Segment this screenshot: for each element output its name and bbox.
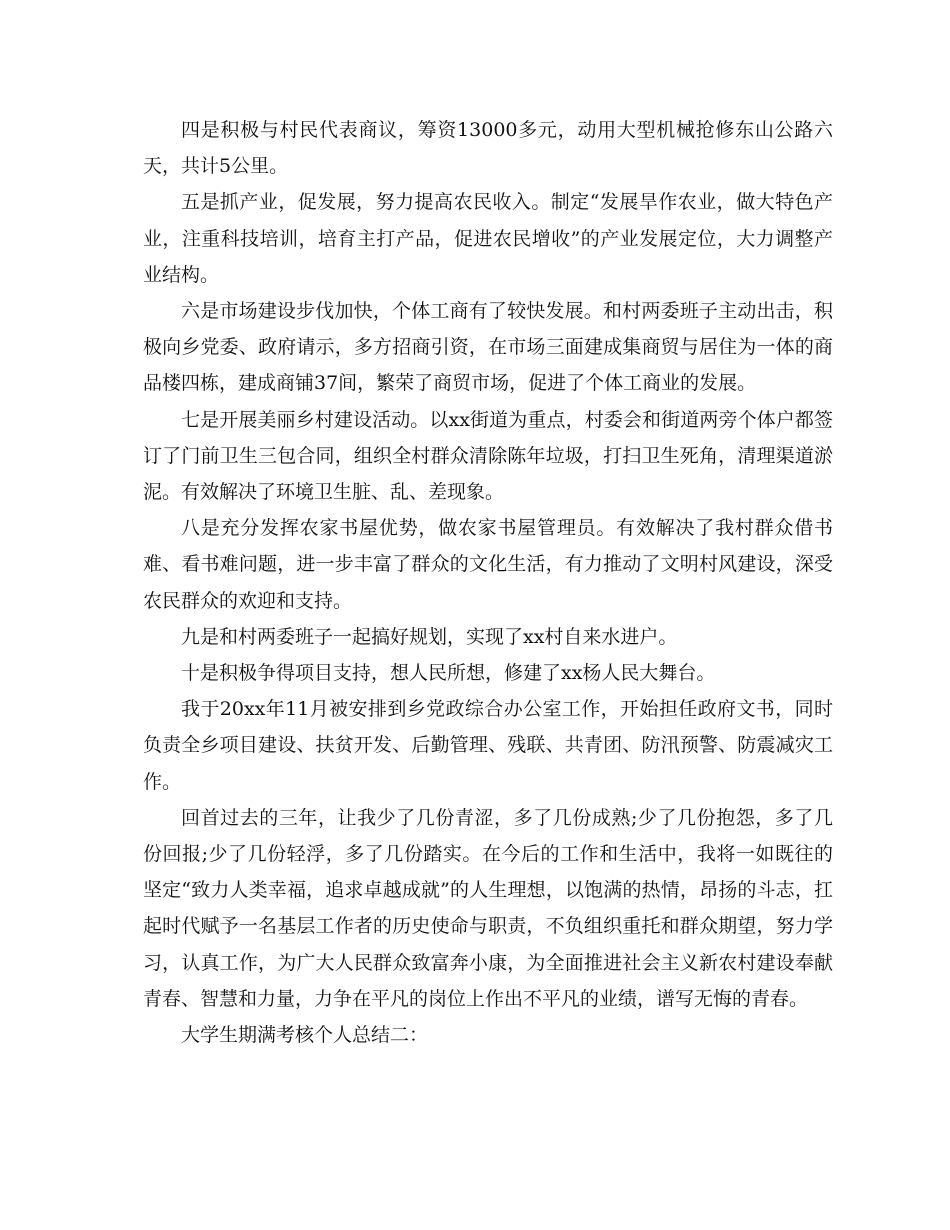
paragraph-office-assignment: 我于20xx年11月被安排到乡党政综合办公室工作，开始担任政府文书，同时负责全乡项目建设、扶贫开发、后勤管理、残联、共青团、防汛预警、防震减灾工作。 (143, 698, 833, 793)
paragraph-farm-bookhouse: 八是充分发挥农家书屋优势，做农家书屋管理员。有效解决了我村群众借书难、看书难问题，进一步丰富了群众的文化生活，有力推动了文明村风建设，深受农民群众的欢迎和支持。 (143, 517, 833, 612)
paragraph-market-construction: 六是市场建设步伐加快，个体工商有了较快发展。和村两委班子主动出击，积极向乡党委、政府请示，多方招商引资，在市场三面建成集商贸与居住为一体的商品楼四栋，建成商铺37间，繁荣了商贸市场，促进了个体工商业的发展。 (143, 300, 833, 395)
paragraph-reflection: 回首过去的三年，让我少了几份青涩，多了几份成熟;少了几份抱怨，多了几份回报;少了几份轻浮，多了几份踏实。在今后的工作和生活中，我将一如既往的坚定“致力人类幸福，追求卓越成就”的人生理想，以饱满的热情，昂扬的斗志，扛起时代赋予一名基层工作者的历史使命与职责，不负组织重托和群众期望，努力学习，认真工作，为广大人民群众致富奔小康，为全面推进社会主义新农村建设奉献青春、智慧和力量，力争在平凡的岗位上作出不平凡的业绩，谱写无悔的青春。 (143, 806, 833, 1010)
paragraph-section-heading: 大学生期满考核个人总结二： (181, 1024, 429, 1047)
paragraph-road-repair: 四是积极与村民代表商议，筹资13000多元，动用大型机械抢修东山公路六天，共计5公里。 (143, 119, 833, 178)
paragraph-industry-development: 五是抓产业，促发展，努力提高农民收入。制定“发展旱作农业，做大特色产业，注重科技培训，培育主打产品，促进农民增收”的产业发展定位，大力调整产业结构。 (143, 191, 833, 286)
document-body (143, 112, 833, 1053)
paragraph-tap-water: 九是和村两委班子一起搞好规划，实现了xx村自来水进户。 (181, 625, 678, 648)
paragraph-village-beautification: 七是开展美丽乡村建设活动。以xx街道为重点，村委会和街道两旁个体户都签订了门前卫生三包合同，组织全村群众清除陈年垃圾，打扫卫生死角，清理渠道淤泥。有效解决了环境卫生脏、乱、差现象。 (143, 408, 833, 504)
paragraph-stage-project: 十是积极争得项目支持，想人民所想，修建了xx杨人民大舞台。 (181, 662, 716, 685)
